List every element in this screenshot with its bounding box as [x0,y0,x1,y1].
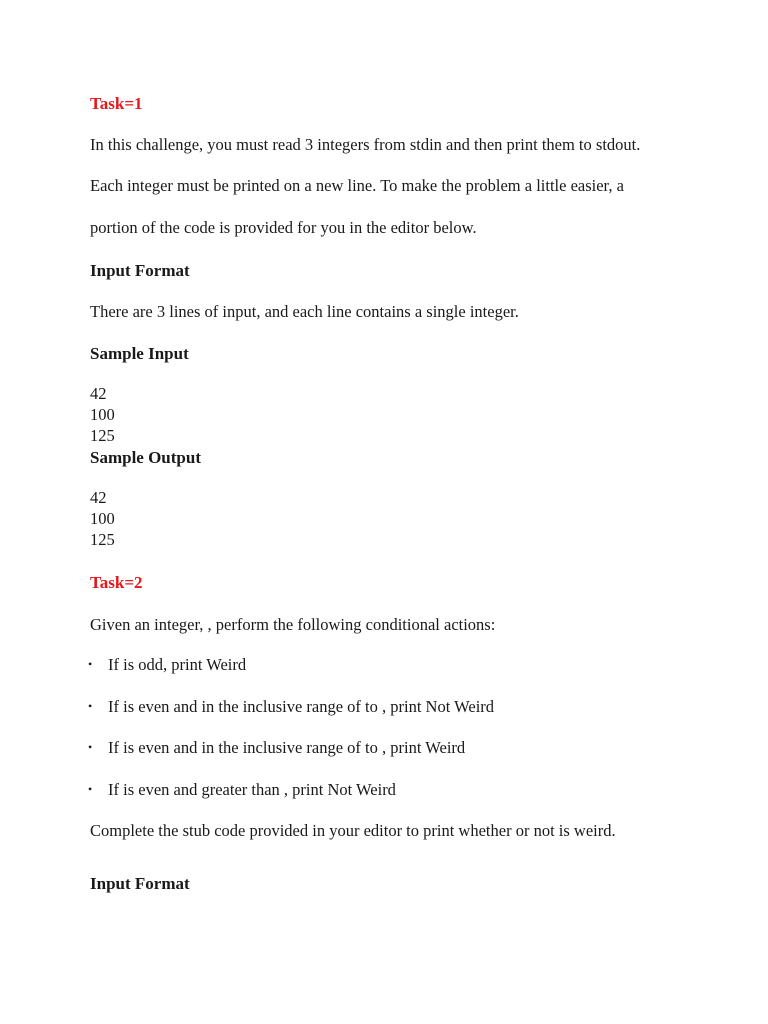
task2-heading: Task=2 [90,573,143,592]
sample-output-line-3: 125 [90,530,115,549]
sample-output-line-2: 100 [90,509,115,528]
bullet-icon: • [88,782,93,796]
task1-input-format-text: There are 3 lines of input, and each line contains a single integer. [90,302,519,321]
task1-paragraph-3: portion of the code is provided for you in the editor below. [90,218,477,237]
task1-sample-output-heading: Sample Output [90,448,201,467]
bullet-icon: • [88,699,93,713]
task1-heading: Task=1 [90,94,143,113]
bullet-text: If is even and in the inclusive range of to , print Not Weird [108,697,495,716]
bullet-text: If is even and in the inclusive range of to , print Weird [108,738,466,757]
sample-output-line-1: 42 [90,488,107,507]
task1-paragraph-2: Each integer must be printed on a new line. To make the problem a little easier, a [90,176,624,195]
task2-closing: Complete the stub code provided in your editor to print whether or not is weird. [90,821,616,840]
bullet-icon: • [88,740,93,754]
bullet-icon: • [88,657,93,671]
list-item [88,657,246,674]
task1-sample-input-heading: Sample Input [90,344,189,363]
sample-input-line-3: 125 [90,426,115,445]
list-item [88,782,396,799]
list-item [88,699,494,716]
bullet-text: If is even and greater than , print Not Weird [108,780,396,799]
sample-input-line-1: 42 [90,384,107,403]
task1-paragraph-1: In this challenge, you must read 3 integers from stdin and then print them to stdout. [90,135,641,154]
task1-input-format-heading: Input Format [90,261,190,280]
task2-intro: Given an integer, , perform the following conditional actions: [90,615,496,634]
task2-input-format-heading: Input Format [90,874,190,893]
bullet-text: If is odd, print Weird [108,655,247,674]
sample-input-line-2: 100 [90,405,115,424]
list-item [88,740,465,757]
